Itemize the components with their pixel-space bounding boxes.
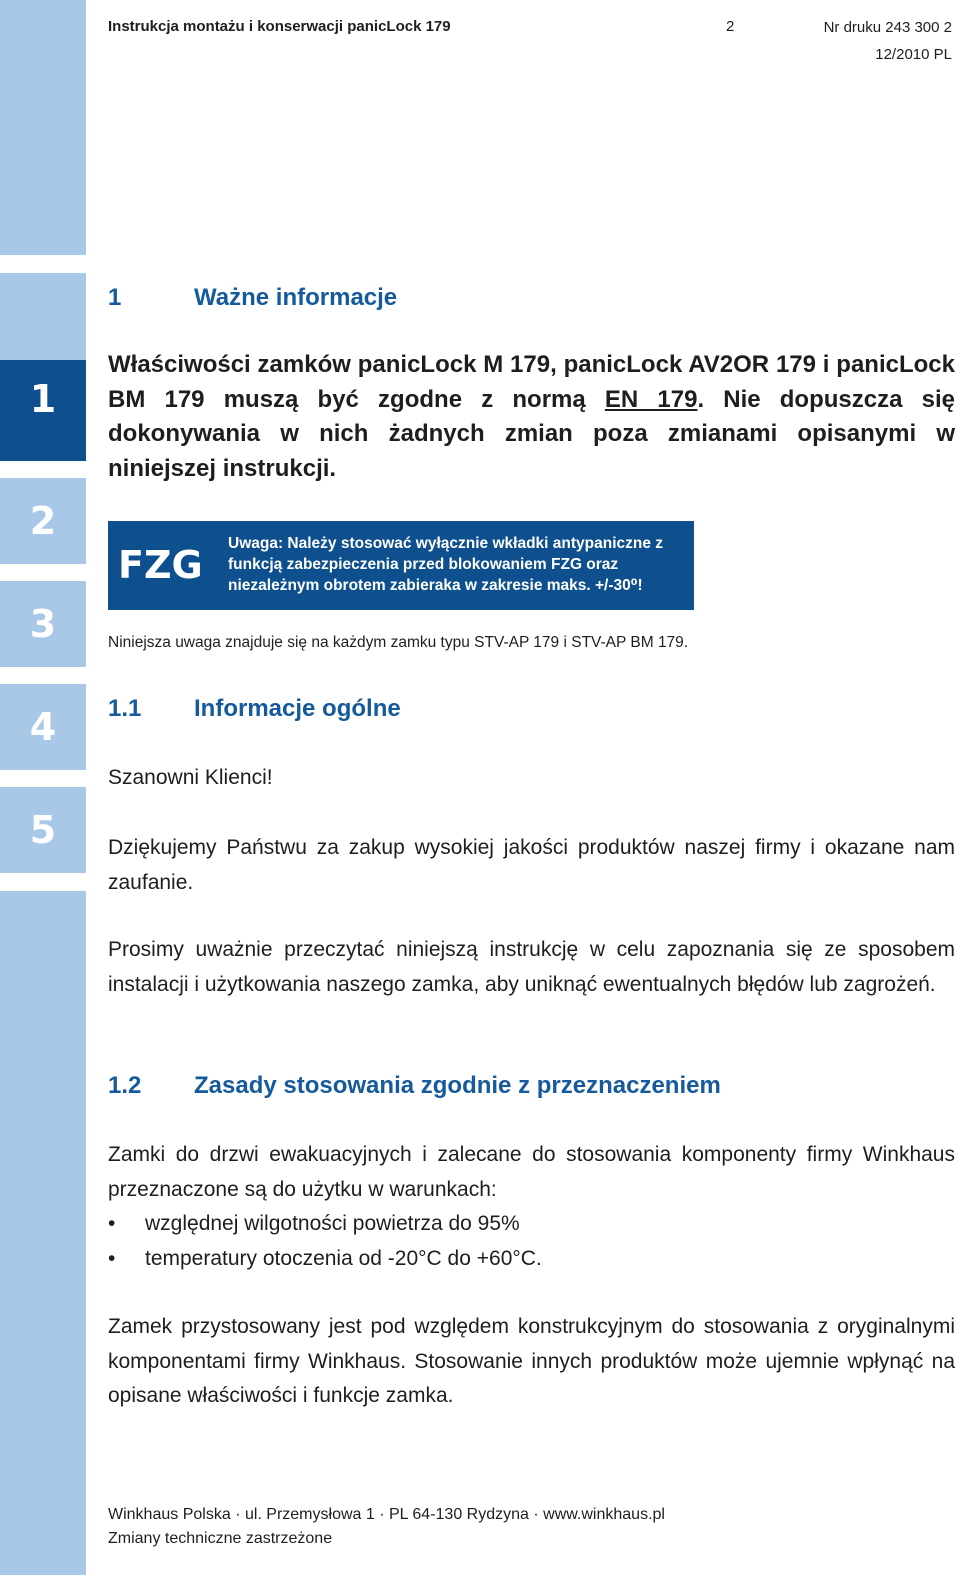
norm-link[interactable]: EN 179	[604, 385, 698, 413]
side-tab-label: 1	[29, 377, 57, 421]
section-title: Informacje ogólne	[194, 695, 401, 722]
compatibility-paragraph: Zamek przystosowany jest pod względem konstrukcyjnym do stosowania z oryginalnymi komponentami firmy Winkhaus. Stosowanie innych produktów może ujemnie wpłynąć na opisane właściwości i funkcje zamka.	[108, 1315, 955, 1407]
bullet-icon: •	[108, 1212, 116, 1235]
footer-address: Winkhaus Polska · ul. Przemysłowa 1 · PL 64-130 Rydzyna · www.winkhaus.pl	[108, 1506, 665, 1523]
side-strip-cap	[0, 273, 86, 360]
conditions-list	[108, 1207, 955, 1276]
section-number: 1.1	[108, 695, 142, 722]
request-paragraph: Prosimy uważnie przeczytać niniejszą instrukcję w celu zapoznania się ze sposobem instalacji i użytkowania naszego zamka, aby uniknąć ewentualnych błędów lub zagrożeń.	[108, 938, 955, 996]
section-title: Ważne informacje	[194, 284, 398, 311]
greeting: Szanowni Klienci!	[108, 766, 273, 789]
document-title: Instrukcja montażu i konserwacji panicLock 179	[108, 18, 451, 35]
list-item: • względnej wilgotności powietrza do 95%	[108, 1207, 955, 1242]
side-tab-4[interactable]	[0, 684, 86, 770]
fzg-message: Uwaga: Należy stosować wyłącznie wkładki antypaniczne z funkcją zabezpieczenia przed blokowaniem FZG oraz niezależnym obrotem zabieraka w zakresie maks. +/-30⁰!	[228, 535, 664, 594]
footer-disclaimer: Zmiany techniczne zastrzeżone	[108, 1530, 333, 1547]
section-1-1-heading	[108, 695, 401, 723]
print-date: 12/2010 PL	[875, 46, 952, 63]
page-number: 2	[726, 18, 735, 35]
fzg-note: Niniejsza uwaga znajduje się na każdym zamku typu STV-AP 179 i STV-AP BM 179.	[108, 634, 689, 651]
side-tab-5[interactable]	[0, 787, 86, 873]
section-number: 1	[108, 284, 122, 311]
list-item: • temperatury otoczenia od -20°C do +60°C.	[108, 1242, 955, 1277]
thanks-paragraph: Dziękujemy Państwu za zakup wysokiej jakości produktów naszej firmy i okazane nam zaufanie.	[108, 836, 955, 894]
section-1-heading	[108, 284, 397, 312]
lead-text-end: . Nie dopuszcza się dokonywania w nich żadnych zmian poza zmianami opisanymi w niniejszej instrukcji.	[108, 385, 955, 482]
section-number: 1.2	[108, 1072, 142, 1099]
side-tab-3[interactable]	[0, 581, 86, 667]
lead-paragraph	[108, 348, 955, 486]
side-tab-label: 2	[29, 499, 57, 543]
side-tab-label: 5	[29, 808, 57, 852]
fzg-label: FZG	[118, 543, 203, 587]
side-strip-bottom	[0, 891, 86, 1575]
side-strip-top	[0, 0, 86, 255]
section-title: Zasady stosowania zgodnie z przeznaczeniem	[194, 1072, 721, 1099]
side-tab-label: 3	[29, 602, 57, 646]
print-info	[824, 14, 952, 68]
section-1-2-heading	[108, 1072, 721, 1100]
print-number: Nr druku 243 300 2	[823, 19, 952, 36]
lead-text-start: Właściwości zamków panicLock M 179, panicLock AV2OR 179 i panicLock BM 179 muszą być zgodne z normą	[108, 351, 955, 413]
side-tab-label: 4	[29, 705, 57, 749]
side-tab-2[interactable]	[0, 478, 86, 564]
usage-intro: Zamki do drzwi ewakuacyjnych i zalecane do stosowania komponenty firmy Winkhaus przeznaczone są do użytku w warunkach:	[108, 1143, 955, 1201]
bullet-icon: •	[108, 1246, 116, 1270]
fzg-warning-box	[108, 521, 694, 610]
